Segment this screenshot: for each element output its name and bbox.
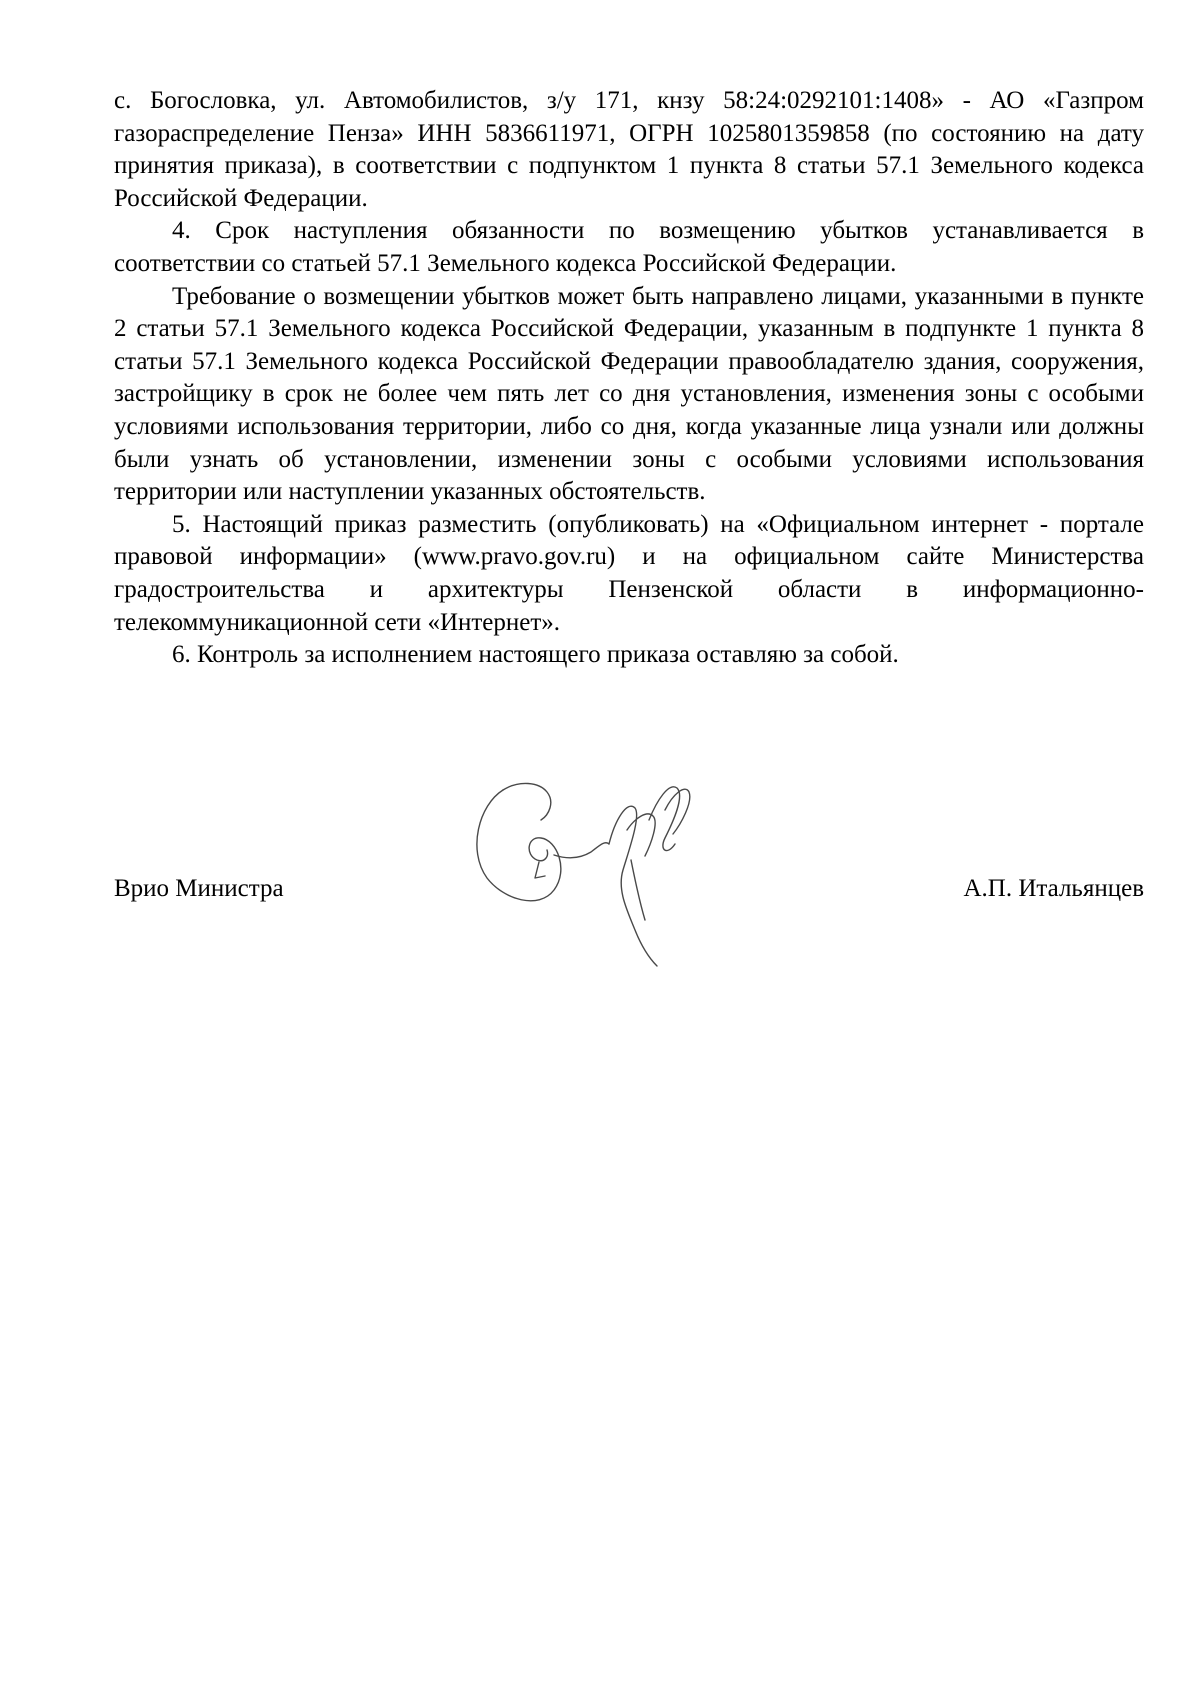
- paragraph-item-6: 6. Контроль за исполнением настоящего приказа оставляю за собой.: [172, 641, 899, 669]
- paragraph-compensation-claim: Требование о возмещении убытков может быть направлено лицами, указанными в пункте 2 статьи 57.1 Земельного кодекса Российской Федерации, указанным в подпункте 1 пункта 8 статьи 57.1 Земельного кодекса Российской Федерации правообладателю здания, сооружения, застройщику в срок не более чем пять лет со дня установления, изменения зоны с особыми условиями использования территории, либо со дня, когда указанные лица узнали или должны были узнать об установлении, изменении зоны с особыми условиями использования территории или наступлении указанных обстоятельств.: [114, 282, 1144, 506]
- paragraph-item-4: 4. Срок наступления обязанности по возмещению убытков устанавливается в соответствии со статьей 57.1 Земельного кодекса Российской Федерации.: [114, 217, 1144, 277]
- signer-name: А.П. Итальянцев: [963, 875, 1144, 902]
- signer-position: Врио Министра: [114, 875, 284, 902]
- document-body: [114, 85, 1144, 672]
- handwritten-signature: [459, 760, 719, 980]
- signature-block: [114, 760, 1144, 980]
- paragraph-item-5: 5. Настоящий приказ разместить (опубликовать) на «Официальном интернет - портале правовой информации» (www.pravo.gov.ru) и на официальном сайте Министерства градостроительства и архитектуры Пензенской области в информационно-телекоммуникационной сети «Интернет».: [114, 510, 1144, 636]
- paragraph-address-continuation: с. Богословка, ул. Автомобилистов, з/у 171, кнзу 58:24:0292101:1408» - АО «Газпром газораспределение Пенза» ИНН 5836611971, ОГРН 1025801359858 (по состоянию на дату принятия приказа), в соответствии с подпунктом 1 пункта 8 статьи 57.1 Земельного кодекса Российской Федерации.: [114, 87, 1144, 212]
